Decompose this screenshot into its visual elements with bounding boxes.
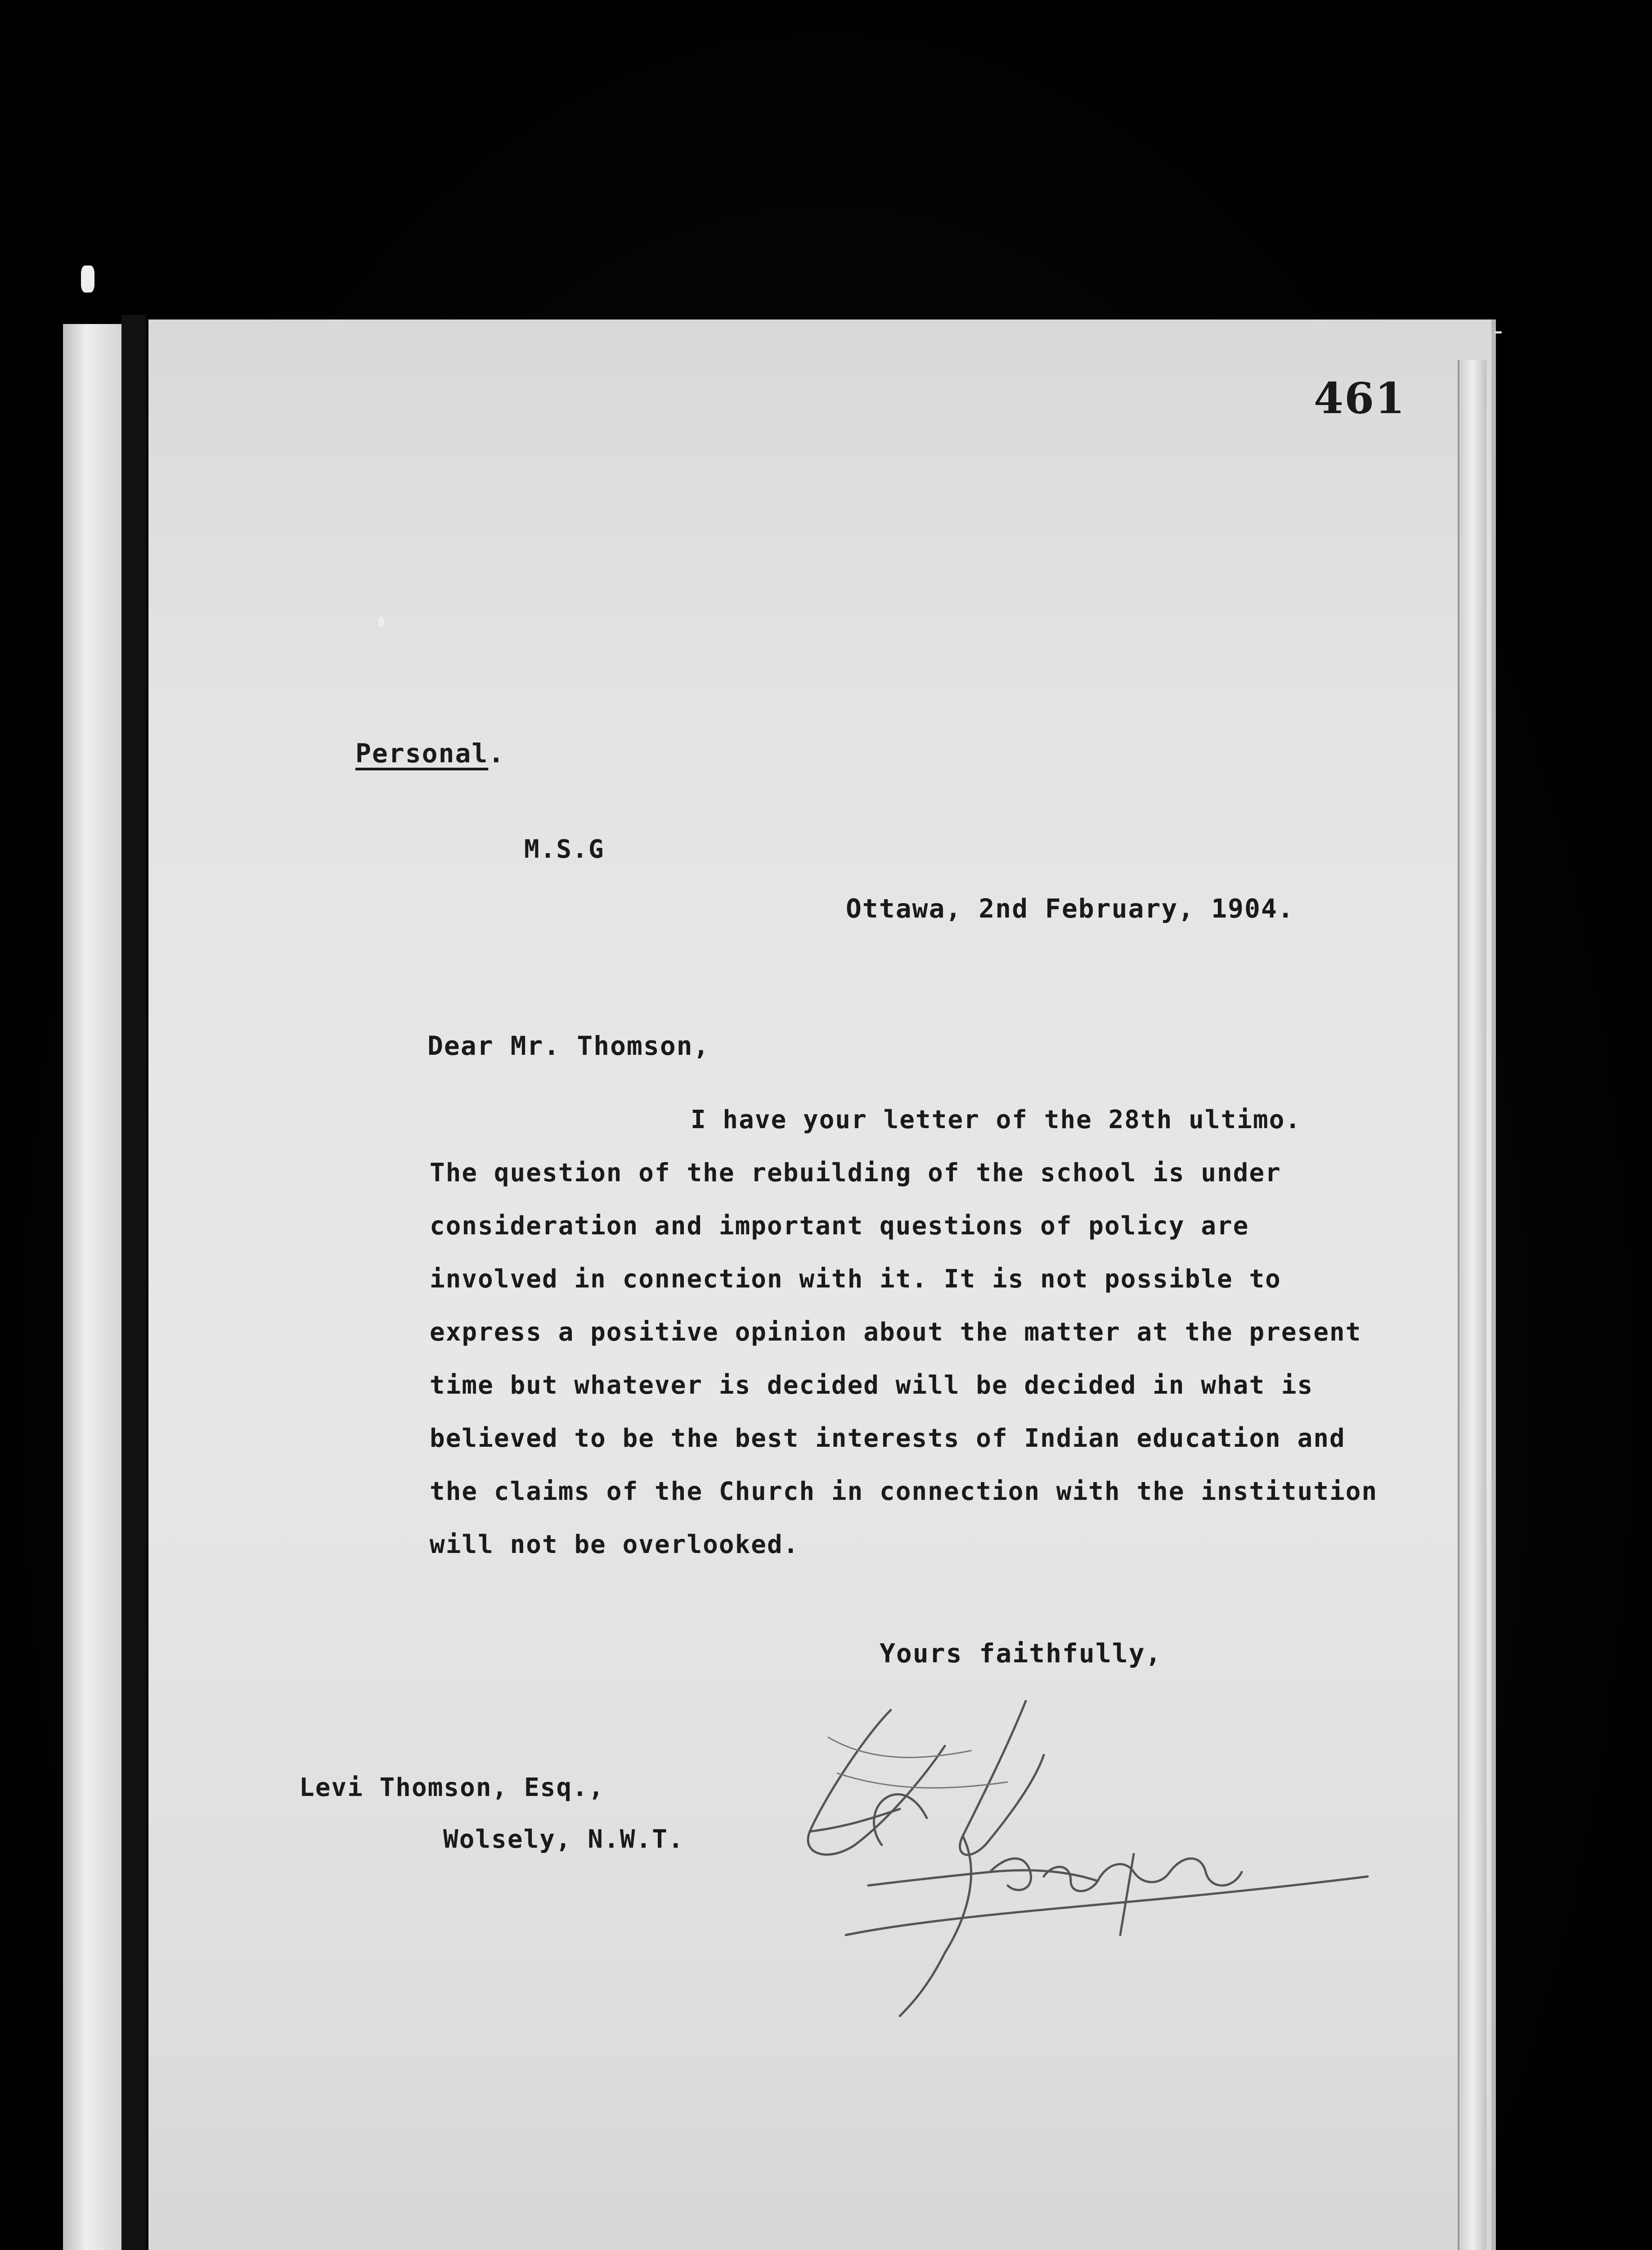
- body-line: time but whatever is decided will be decided in what is: [430, 1371, 1314, 1400]
- body-line: consideration and important questions of policy are: [430, 1211, 1249, 1241]
- personal-period: .: [488, 738, 505, 769]
- left-shadow-strip: [121, 315, 146, 2250]
- letter-initials: M.S.G: [524, 835, 605, 864]
- body-line: will not be overlooked.: [430, 1530, 799, 1559]
- signature-icon: [756, 1683, 1386, 2025]
- addressee-name: Levi Thomson, Esq.,: [299, 1773, 605, 1802]
- page-number: 461: [1314, 374, 1406, 423]
- body-line: The question of the rebuilding of the school is under: [430, 1158, 1281, 1188]
- body-line: believed to be the best interests of Indian education and: [430, 1424, 1346, 1453]
- body-line: the claims of the Church in connection with the institution: [430, 1477, 1378, 1506]
- letter-salutation: Dear Mr. Thomson,: [427, 1030, 710, 1061]
- personal-label: Personal: [355, 738, 489, 769]
- body-line: I have your letter of the 28th ultimo.: [691, 1105, 1302, 1134]
- speck: [378, 616, 384, 626]
- page-right-edge: [1458, 360, 1486, 2250]
- left-paper-strip: [63, 324, 124, 2250]
- body-line: involved in connection with it. It is not possible to: [430, 1264, 1281, 1294]
- letter-body: [430, 1094, 1378, 1571]
- corner-mark: - -: [1458, 315, 1507, 346]
- letter-date: Ottawa, 2nd February, 1904.: [846, 893, 1294, 924]
- letter-closing: Yours faithfully,: [880, 1638, 1162, 1669]
- body-line: express a positive opinion about the matter at the present: [430, 1318, 1362, 1347]
- speck: [81, 266, 94, 292]
- personal-heading: [355, 738, 505, 769]
- addressee-place: Wolsely, N.W.T.: [443, 1825, 684, 1854]
